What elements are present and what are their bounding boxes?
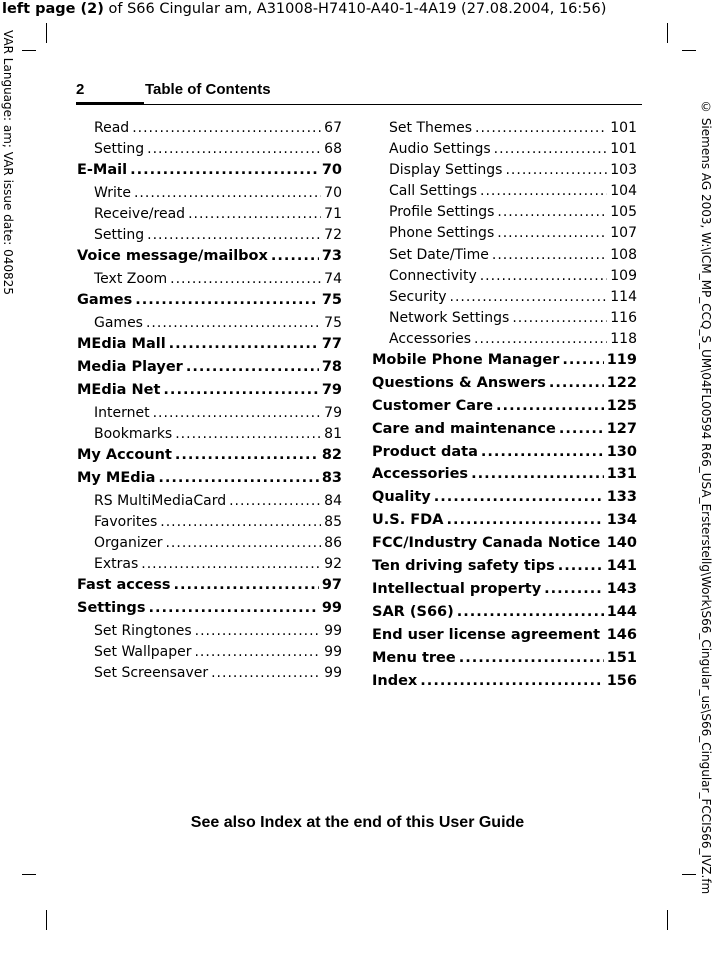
toc-chapter-entry[interactable]	[372, 489, 637, 512]
toc-section-entry[interactable]	[372, 141, 637, 162]
toc-entry-page: 104	[610, 183, 637, 200]
toc-entry-title: Index	[372, 672, 418, 689]
toc-section-entry[interactable]	[77, 405, 342, 426]
toc-entry-title: Set Date/Time	[389, 246, 489, 263]
toc-entry-page: 143	[606, 580, 637, 597]
toc-section-entry[interactable]	[372, 162, 637, 183]
toc-entry-page: 116	[610, 309, 637, 326]
toc-section-entry[interactable]	[372, 120, 637, 141]
toc-chapter-entry[interactable]	[372, 398, 637, 421]
toc-dot-leader	[497, 225, 607, 241]
toc-entry-title: Call Settings	[389, 183, 478, 200]
toc-entry-page: 114	[610, 288, 637, 305]
toc-dot-leader	[471, 466, 604, 482]
toc-entry-page: 97	[321, 577, 342, 594]
toc-chapter-entry[interactable]	[372, 421, 637, 444]
print-header-info: of S66 Cingular am, A31008-H7410-A40-1-4A19 (27.08.2004, 16:56)	[103, 1, 607, 17]
toc-entry-title: Organizer	[94, 535, 163, 552]
toc-dot-leader	[169, 336, 319, 352]
toc-entry-title: Games	[77, 292, 133, 309]
toc-dot-leader	[480, 268, 608, 284]
crop-mark	[46, 23, 47, 43]
toc-section-entry[interactable]	[77, 493, 342, 514]
toc-chapter-entry[interactable]	[372, 466, 637, 489]
toc-entry-title: Fast access	[77, 577, 171, 594]
toc-entry-title: RS MultiMediaCard	[94, 492, 227, 509]
toc-dot-leader	[163, 382, 318, 398]
toc-entry-page: 125	[606, 397, 637, 414]
toc-entry-page: 79	[321, 382, 342, 399]
toc-dot-leader	[544, 581, 604, 597]
toc-entry-page: 75	[324, 315, 342, 332]
toc-chapter-entry[interactable]	[77, 600, 342, 623]
toc-dot-leader	[147, 227, 321, 243]
toc-left-column	[77, 120, 342, 686]
toc-dot-leader	[459, 650, 604, 666]
toc-entry-title: Voice message/mailbox	[77, 248, 268, 265]
toc-entry-page: 133	[606, 489, 637, 506]
toc-entry-page: 146	[606, 626, 637, 643]
toc-entry-title: Favorites	[94, 514, 158, 531]
toc-entry-page: 131	[606, 466, 637, 483]
toc-dot-leader	[229, 493, 321, 509]
crop-mark	[46, 910, 47, 930]
toc-dot-leader	[141, 556, 321, 572]
toc-entry-page: 86	[324, 535, 342, 552]
toc-chapter-entry[interactable]	[372, 604, 637, 627]
toc-entry-page: 82	[321, 447, 342, 464]
toc-dot-leader	[558, 558, 604, 574]
toc-dot-leader	[158, 470, 318, 486]
toc-section-entry[interactable]	[77, 315, 342, 336]
toc-entry-title: FCC/Industry Canada Notice	[372, 535, 601, 552]
toc-entry-title: Intellectual property	[372, 580, 542, 597]
toc-dot-leader	[170, 271, 321, 287]
toc-entry-page: 119	[606, 352, 637, 369]
toc-entry-title: Receive/read	[94, 206, 186, 223]
toc-section-entry[interactable]	[77, 623, 342, 644]
toc-section-entry[interactable]	[77, 535, 342, 556]
toc-section-entry[interactable]	[77, 206, 342, 227]
toc-dot-leader	[186, 359, 319, 375]
toc-entry-title: Setting	[94, 141, 145, 158]
toc-dot-leader	[147, 141, 321, 157]
toc-entry-page: 134	[606, 512, 637, 529]
toc-dot-leader	[194, 644, 321, 660]
toc-entry-page: 108	[610, 246, 637, 263]
toc-entry-title: Connectivity	[389, 267, 477, 284]
toc-entry-page: 99	[324, 623, 342, 640]
toc-entry-title: Ten driving safety tips	[372, 558, 555, 575]
toc-entry-title: My Account	[77, 447, 172, 464]
toc-entry-title: U.S. FDA	[372, 512, 444, 529]
toc-entry-title: Menu tree	[372, 649, 456, 666]
toc-dot-leader	[457, 604, 604, 620]
toc-section-entry[interactable]	[372, 310, 637, 331]
toc-dot-leader	[450, 289, 608, 305]
toc-entry-title: Set Ringtones	[94, 623, 192, 640]
toc-entry-page: 83	[321, 470, 342, 487]
toc-chapter-entry[interactable]	[77, 447, 342, 470]
language-note: VAR Language: am; VAR issue date: 040825	[1, 30, 15, 295]
toc-entry-title: Games	[94, 315, 143, 332]
toc-dot-leader	[446, 512, 603, 528]
toc-entry-title: Settings	[77, 600, 146, 617]
toc-dot-leader	[134, 185, 321, 201]
header-rule-thick	[76, 102, 144, 105]
toc-chapter-entry[interactable]	[372, 444, 637, 467]
toc-entry-title: SAR (S66)	[372, 603, 454, 620]
toc-dot-leader	[135, 292, 319, 308]
crop-mark	[667, 23, 668, 43]
toc-section-entry[interactable]	[77, 514, 342, 535]
toc-dot-leader	[165, 535, 321, 551]
toc-dot-leader	[132, 120, 321, 136]
toc-entry-title: Bookmarks	[94, 426, 173, 443]
toc-entry-title: Care and maintenance	[372, 420, 556, 437]
toc-entry-page: 130	[606, 443, 637, 460]
toc-section-entry[interactable]	[77, 141, 342, 162]
toc-entry-title: E-Mail	[77, 162, 128, 179]
toc-entry-page: 68	[324, 141, 342, 158]
toc-chapter-entry[interactable]	[372, 512, 637, 535]
toc-section-entry[interactable]	[77, 644, 342, 665]
toc-dot-leader	[603, 627, 604, 643]
toc-entry-page: 73	[321, 248, 342, 265]
toc-entry-page: 101	[610, 120, 637, 136]
toc-entry-title: Accessories	[389, 330, 472, 347]
toc-dot-leader	[549, 375, 604, 391]
toc-chapter-entry[interactable]	[77, 359, 342, 382]
toc-dot-leader	[211, 665, 321, 681]
toc-section-entry[interactable]	[77, 426, 342, 447]
toc-dot-leader	[505, 162, 607, 178]
toc-entry-title: Text Zoom	[94, 271, 168, 288]
toc-entry-page: 92	[324, 556, 342, 573]
crop-mark	[682, 874, 696, 875]
page-title: Table of Contents	[145, 81, 271, 98]
toc-section-entry[interactable]	[77, 271, 342, 292]
toc-dot-leader	[492, 247, 607, 263]
toc-dot-leader	[175, 426, 321, 442]
toc-section-entry[interactable]	[77, 665, 342, 686]
toc-entry-title: Set Themes	[389, 120, 473, 136]
toc-entry-title: Quality	[372, 489, 431, 506]
toc-section-entry[interactable]	[372, 331, 637, 352]
toc-entry-page: 140	[606, 535, 637, 552]
toc-entry-page: 127	[606, 420, 637, 437]
toc-chapter-entry[interactable]	[372, 558, 637, 581]
toc-chapter-entry[interactable]	[77, 162, 342, 185]
toc-entry-title: Setting	[94, 227, 145, 244]
toc-entry-page: 118	[610, 330, 637, 347]
toc-section-entry[interactable]	[372, 289, 637, 310]
toc-dot-leader	[475, 120, 607, 136]
toc-chapter-entry[interactable]	[372, 581, 637, 604]
crop-mark	[682, 50, 696, 51]
toc-dot-leader	[195, 623, 322, 639]
toc-right-column	[372, 120, 637, 695]
toc-chapter-entry[interactable]	[77, 382, 342, 405]
page-number: 2	[76, 81, 85, 98]
print-header	[2, 0, 715, 18]
toc-section-entry[interactable]	[372, 225, 637, 246]
toc-dot-leader	[480, 183, 607, 199]
toc-chapter-entry[interactable]	[372, 627, 637, 650]
toc-entry-title: Phone Settings	[389, 225, 495, 242]
toc-chapter-entry[interactable]	[77, 292, 342, 315]
toc-section-entry[interactable]	[372, 268, 637, 289]
toc-entry-title: MEdia Net	[77, 382, 161, 399]
toc-entry-page: 105	[610, 204, 637, 221]
toc-chapter-entry[interactable]	[77, 336, 342, 359]
toc-entry-page: 72	[324, 227, 342, 244]
toc-entry-page: 75	[321, 292, 342, 309]
index-note: See also Index at the end of this User Guide	[190, 814, 525, 831]
toc-dot-leader	[271, 248, 319, 264]
toc-entry-page: 141	[606, 558, 637, 575]
toc-entry-title: Audio Settings	[389, 141, 491, 158]
toc-dot-leader	[562, 352, 603, 368]
toc-entry-title: Customer Care	[372, 397, 494, 414]
header-rule-thin	[144, 104, 642, 105]
toc-entry-page: 70	[324, 185, 342, 202]
toc-entry-title: Profile Settings	[389, 204, 495, 221]
toc-entry-page: 84	[324, 492, 342, 509]
toc-dot-leader	[130, 162, 319, 178]
toc-entry-page: 78	[321, 359, 342, 376]
toc-section-entry[interactable]	[372, 204, 637, 225]
toc-entry-page: 67	[324, 120, 342, 136]
crop-mark	[22, 874, 36, 875]
toc-entry-title: Product data	[372, 443, 478, 460]
toc-section-entry[interactable]	[77, 556, 342, 577]
toc-entry-page: 107	[610, 225, 637, 242]
toc-chapter-entry[interactable]	[372, 352, 637, 375]
toc-section-entry[interactable]	[372, 247, 637, 268]
toc-chapter-entry[interactable]	[77, 577, 342, 600]
toc-entry-page: 156	[606, 672, 637, 689]
toc-entry-title: Media Player	[77, 359, 183, 376]
toc-dot-leader	[481, 444, 604, 460]
toc-dot-leader	[512, 310, 607, 326]
toc-entry-page: 144	[606, 603, 637, 620]
toc-dot-leader	[434, 489, 604, 505]
toc-entry-page: 77	[321, 336, 342, 353]
toc-dot-leader	[148, 600, 318, 616]
toc-entry-page: 99	[324, 665, 342, 682]
print-header-page: left page (2)	[2, 1, 104, 17]
toc-dot-leader	[188, 206, 321, 222]
toc-entry-page: 99	[324, 644, 342, 661]
toc-chapter-entry[interactable]	[372, 535, 637, 558]
toc-entry-page: 99	[321, 600, 342, 617]
toc-chapter-entry[interactable]	[372, 375, 637, 398]
toc-entry-page: 101	[610, 141, 637, 158]
toc-entry-title: Accessories	[372, 466, 469, 483]
toc-chapter-entry[interactable]	[77, 470, 342, 493]
crop-mark	[22, 50, 36, 51]
toc-dot-leader	[175, 447, 319, 463]
toc-entry-title: Display Settings	[389, 162, 503, 179]
toc-entry-title: Questions & Answers	[372, 374, 546, 391]
toc-section-entry[interactable]	[77, 185, 342, 206]
toc-dot-leader	[496, 398, 604, 414]
toc-entry-title: Security	[389, 288, 447, 305]
toc-entry-page: 109	[610, 267, 637, 284]
toc-dot-leader	[420, 673, 603, 689]
toc-dot-leader	[174, 577, 319, 593]
toc-entry-page: 103	[610, 162, 637, 179]
toc-dot-leader	[494, 141, 608, 157]
toc-entry-page: 151	[606, 649, 637, 666]
toc-entry-title: Network Settings	[389, 309, 510, 326]
toc-entry-title: Read	[94, 120, 130, 136]
toc-chapter-entry[interactable]	[77, 248, 342, 271]
toc-entry-title: Set Screensaver	[94, 665, 209, 682]
crop-mark	[667, 910, 668, 930]
toc-entry-title: Set Wallpaper	[94, 644, 192, 661]
toc-entry-page: 81	[324, 426, 342, 443]
toc-chapter-entry[interactable]	[372, 673, 637, 696]
toc-dot-leader	[497, 204, 607, 220]
toc-entry-title: Internet	[94, 405, 150, 421]
toc-entry-title: Mobile Phone Manager	[372, 352, 560, 369]
toc-entry-page: 79	[324, 405, 342, 421]
page-header	[76, 78, 642, 106]
toc-entry-title: Extras	[94, 556, 139, 573]
toc-dot-leader	[559, 421, 604, 437]
toc-entry-title: My MEdia	[77, 470, 156, 487]
file-path-note: © Siemens AG 2003, W:\ICM_MP_CCQ_S_UM\04FL00594 R66_USA_Ersterstellg\Work\S66_Cingular_us\S66_Cingular_FCCIS66_IVZ.fm	[699, 100, 713, 895]
toc-entry-page: 74	[324, 271, 342, 288]
toc-chapter-entry[interactable]	[372, 650, 637, 673]
toc-entry-title: MEdia Mall	[77, 336, 166, 353]
toc-dot-leader	[474, 331, 607, 347]
toc-dot-leader	[146, 315, 321, 331]
toc-entry-page: 70	[321, 162, 342, 179]
toc-entry-page: 122	[606, 374, 637, 391]
toc-dot-leader	[160, 514, 321, 530]
toc-entry-title: End user license agreement	[372, 626, 601, 643]
toc-entry-page: 71	[324, 206, 342, 223]
toc-section-entry[interactable]	[77, 120, 342, 141]
toc-entry-page: 85	[324, 514, 342, 531]
toc-dot-leader	[153, 405, 322, 421]
toc-section-entry[interactable]	[77, 227, 342, 248]
toc-section-entry[interactable]	[372, 183, 637, 204]
toc-entry-title: Write	[94, 185, 131, 202]
